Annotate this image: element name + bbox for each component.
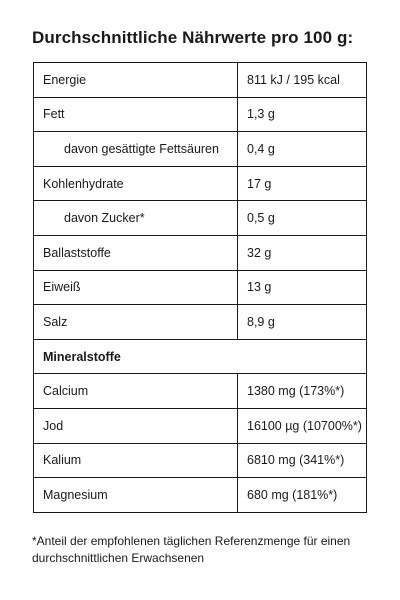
row-label: Ballaststoffe: [34, 235, 238, 270]
row-label: Fett: [34, 97, 238, 132]
nutrition-table: [33, 62, 367, 513]
table-row: [34, 235, 367, 270]
row-label: Salz: [34, 305, 238, 340]
row-value: 1,3 g: [238, 97, 367, 132]
row-value: 0,4 g: [238, 132, 367, 167]
page-title: Durchschnittliche Nährwerte pro 100 g:: [32, 28, 354, 47]
table-row: [34, 97, 367, 132]
row-label: davon Zucker*: [34, 201, 238, 236]
row-value: 16100 µg (10700%*): [238, 408, 367, 443]
row-label: Magnesium: [34, 478, 238, 513]
table-row: [34, 63, 367, 98]
table-row: [34, 408, 367, 443]
table-row: [34, 270, 367, 305]
row-value: 17 g: [238, 166, 367, 201]
row-value: 0,5 g: [238, 201, 367, 236]
footnote: *Anteil der empfohlenen täglichen Referenzmenge für einen durchschnittlichen Erwachsenen: [32, 534, 351, 565]
table-row: [34, 443, 367, 478]
row-value: 1380 mg (173%*): [238, 374, 367, 409]
row-label: Energie: [34, 63, 238, 98]
table-row: [34, 132, 367, 167]
table-row: [34, 478, 367, 513]
row-value: 8,9 g: [238, 305, 367, 340]
row-value: 680 mg (181%*): [238, 478, 367, 513]
minerals-section-row: [34, 339, 367, 374]
table-row: [34, 166, 367, 201]
minerals-section-header: Mineralstoffe: [34, 339, 367, 374]
table-row: [34, 201, 367, 236]
row-value: 6810 mg (341%*): [238, 443, 367, 478]
row-value: 32 g: [238, 235, 367, 270]
row-label: Calcium: [34, 374, 238, 409]
row-label: davon gesättigte Fettsäuren: [34, 132, 238, 167]
row-label: Jod: [34, 408, 238, 443]
row-label: Kalium: [34, 443, 238, 478]
row-value: 811 kJ / 195 kcal: [238, 63, 367, 98]
row-label: Kohlenhydrate: [34, 166, 238, 201]
row-label: Eiweiß: [34, 270, 238, 305]
row-value: 13 g: [238, 270, 367, 305]
table-row: [34, 305, 367, 340]
table-row: [34, 374, 367, 409]
